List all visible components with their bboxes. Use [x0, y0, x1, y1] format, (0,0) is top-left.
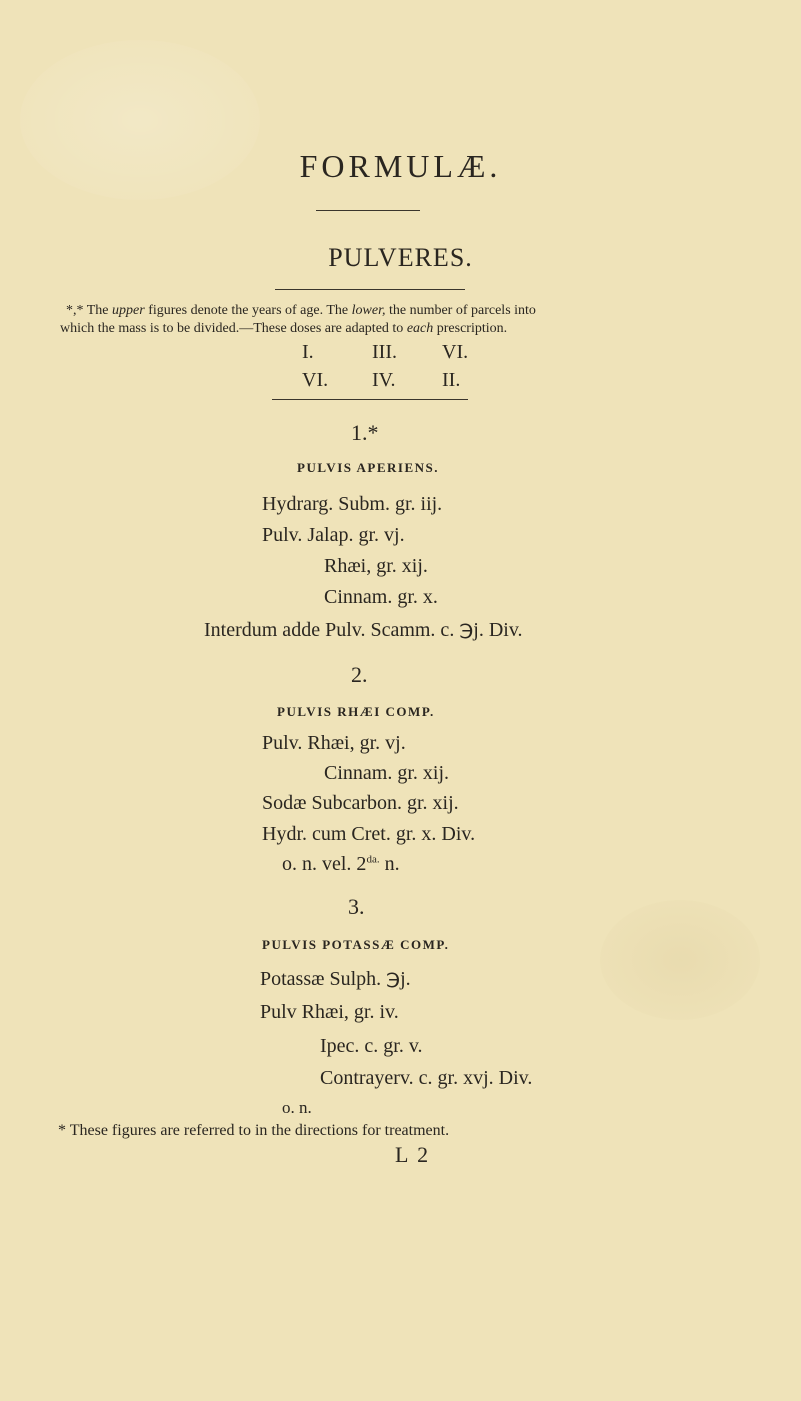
- recipe-number: 1.*: [351, 420, 379, 445]
- age-value: I.: [302, 341, 314, 363]
- recipe-line: Cinnam. gr. x.: [324, 586, 438, 608]
- parcels-value: IV.: [372, 369, 396, 391]
- recipe-line: Ipec. c. gr. v.: [320, 1035, 423, 1057]
- section-title: PULVERES.: [328, 243, 473, 272]
- ages-row: [302, 341, 542, 364]
- recipe-line: o. n. vel. $2^{da.}$ n.: [282, 853, 400, 875]
- recipe-line: Pulv Rhæi, gr. iv.: [260, 1001, 399, 1023]
- recipe-line: Contrayerv. c. gr. xvj. Div.: [320, 1067, 533, 1089]
- recipe-number: 3.: [348, 894, 365, 919]
- recipe-line: Hydrarg. Subm. gr. iij.: [262, 493, 443, 515]
- recipe-line: Cinnam. gr. xij.: [324, 762, 449, 784]
- recipe-line: Potassæ Sulph. ℈j.: [260, 968, 411, 990]
- note-mark: *,*: [66, 303, 84, 318]
- divider: [316, 210, 420, 211]
- age-value: III.: [372, 341, 397, 363]
- recipe-line: Pulv. Jalap. gr. vj.: [262, 524, 405, 546]
- parcels-value: VI.: [302, 369, 329, 391]
- signature-mark: L 2: [395, 1142, 431, 1167]
- divider: [272, 399, 468, 400]
- recipe-line: Rhæi, gr. xij.: [324, 555, 428, 577]
- page-title: FORMULÆ.: [299, 148, 502, 184]
- recipe-line: o. n.: [282, 1098, 312, 1117]
- recipe-line: Interdum adde Pulv. Scamm. c. ℈j. Div.: [204, 619, 523, 641]
- recipe-heading: PULVIS RHÆI COMP.: [277, 704, 435, 719]
- parcels-value: II.: [442, 369, 461, 391]
- age-value: VI.: [442, 341, 469, 363]
- recipe-line: Hydr. cum Cret. gr. x. Div.: [262, 823, 476, 845]
- explanatory-note: *,* The upper figures denote the years of age. The lower, the number of parcels into which the mass is to be divided.—These doses are adapted to each prescription.: [60, 303, 536, 336]
- divider: [275, 289, 465, 290]
- recipe-line: Pulv. Rhæi, gr. vj.: [262, 732, 406, 754]
- recipe-line: Sodæ Subcarbon. gr. xij.: [262, 792, 459, 814]
- footnote: * These figures are referred to in the directions for treatment.: [58, 1122, 450, 1139]
- recipe-number: 2.: [351, 662, 368, 687]
- recipe-heading: PULVIS APERIENS.: [297, 460, 440, 475]
- recipe-heading: PULVIS POTASSÆ COMP.: [262, 937, 450, 952]
- parcels-row: [302, 369, 542, 392]
